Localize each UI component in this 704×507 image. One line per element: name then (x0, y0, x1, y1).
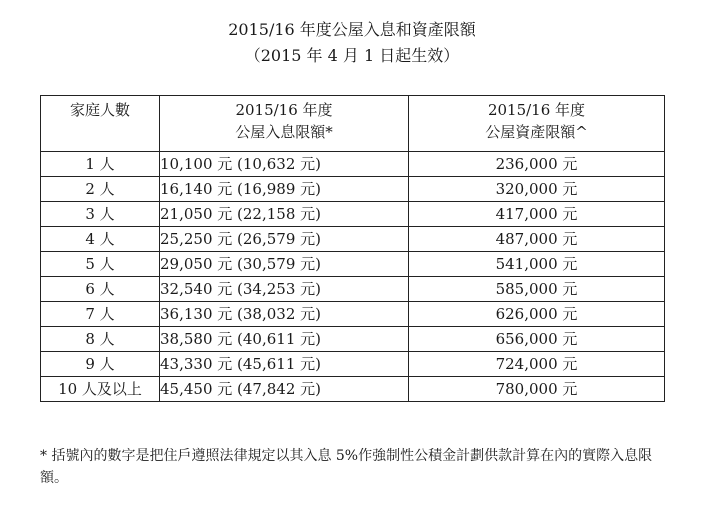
table-row (41, 302, 665, 327)
household-size-cell: 5 人 (41, 252, 160, 277)
asset-limit-cell: 541,000 元 (409, 252, 665, 277)
table-row (41, 377, 665, 402)
header-household-size (41, 96, 160, 152)
income-limit-cell: 10,100 元 (10,632 元) (160, 152, 409, 177)
effective-date: （2015 年 4 月 1 日起生效） (244, 46, 460, 65)
household-size-cell: 10 人及以上 (41, 377, 160, 402)
table-row (41, 227, 665, 252)
header-income-label: 公屋入息限額* (235, 123, 333, 141)
asset-limit-cell: 487,000 元 (409, 227, 665, 252)
limits-table (40, 95, 665, 402)
table-row (41, 277, 665, 302)
table-row (41, 177, 665, 202)
income-limit-cell: 25,250 元 (26,579 元) (160, 227, 409, 252)
header-asset-label: 公屋資產限額^ (485, 123, 588, 141)
table-row (41, 327, 665, 352)
household-size-cell: 2 人 (41, 177, 160, 202)
asset-limit-cell: 724,000 元 (409, 352, 665, 377)
income-limit-cell: 43,330 元 (45,611 元) (160, 352, 409, 377)
household-size-cell: 1 人 (41, 152, 160, 177)
table-row (41, 352, 665, 377)
income-limit-cell: 45,450 元 (47,842 元) (160, 377, 409, 402)
income-limit-cell: 32,540 元 (34,253 元) (160, 277, 409, 302)
table-row (41, 152, 665, 177)
income-limit-cell: 21,050 元 (22,158 元) (160, 202, 409, 227)
header-asset-limit (409, 96, 665, 152)
footnote: * 括號內的數字是把住戶遵照法律規定以其入息 5%作強制性公積金計劃供款計算在內的實際入息限額。 (40, 448, 653, 486)
header-asset-year: 2015/16 年度 (487, 101, 586, 119)
household-size-cell: 3 人 (41, 202, 160, 227)
household-size-cell: 4 人 (41, 227, 160, 252)
household-size-cell: 6 人 (41, 277, 160, 302)
asset-limit-cell: 236,000 元 (409, 152, 665, 177)
income-limit-cell: 29,050 元 (30,579 元) (160, 252, 409, 277)
table-row (41, 252, 665, 277)
income-limit-cell: 36,130 元 (38,032 元) (160, 302, 409, 327)
household-size-cell: 8 人 (41, 327, 160, 352)
document-title: 2015/16 年度公屋入息和資產限額 (228, 20, 476, 39)
household-size-cell: 7 人 (41, 302, 160, 327)
header-household-label: 家庭人數 (69, 101, 130, 119)
asset-limit-cell: 417,000 元 (409, 202, 665, 227)
income-limit-cell: 38,580 元 (40,611 元) (160, 327, 409, 352)
income-limit-cell: 16,140 元 (16,989 元) (160, 177, 409, 202)
asset-limit-cell: 320,000 元 (409, 177, 665, 202)
asset-limit-cell: 780,000 元 (409, 377, 665, 402)
household-size-cell: 9 人 (41, 352, 160, 377)
header-income-limit (160, 96, 409, 152)
asset-limit-cell: 656,000 元 (409, 327, 665, 352)
asset-limit-cell: 626,000 元 (409, 302, 665, 327)
header-income-year: 2015/16 年度 (235, 101, 333, 119)
table-header-row (41, 96, 665, 152)
asset-limit-cell: 585,000 元 (409, 277, 665, 302)
table-row (41, 202, 665, 227)
